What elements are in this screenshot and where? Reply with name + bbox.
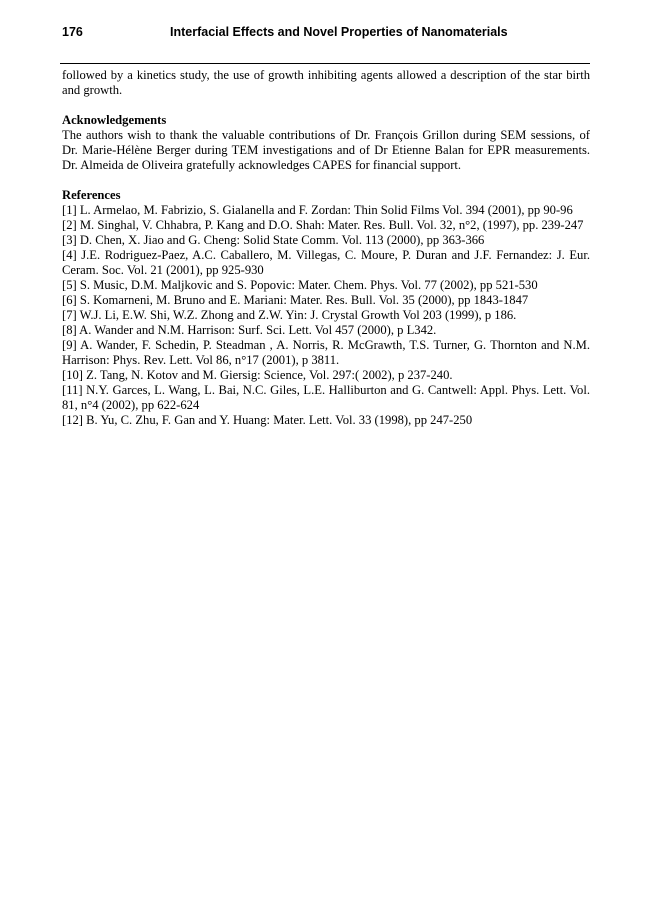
reference-item: [5] S. Music, D.M. Maljkovic and S. Popovic: Mater. Chem. Phys. Vol. 77 (2002), pp 521-530 <box>62 278 538 292</box>
reference-item: [10] Z. Tang, N. Kotov and M. Giersig: Science, Vol. 297:( 2002), p 237-240. <box>62 368 453 382</box>
page-number: 176 <box>62 25 83 39</box>
reference-item: [7] W.J. Li, E.W. Shi, W.Z. Zhong and Z.W. Yin: J. Crystal Growth Vol 203 (1999), p 186. <box>62 308 517 322</box>
reference-item: [11] N.Y. Garces, L. Wang, L. Bai, N.C. Giles, L.E. Halliburton and G. Cantwell: Appl. Phys. Lett. Vol. 81, n°4 (2002), pp 622-624 <box>62 383 590 412</box>
intro-paragraph: followed by a kinetics study, the use of growth inhibiting agents allowed a description of the star birth and growth. <box>62 68 590 97</box>
reference-item: [12] B. Yu, C. Zhu, F. Gan and Y. Huang: Mater. Lett. Vol. 33 (1998), pp 247-250 <box>62 413 473 427</box>
page-body <box>62 68 590 428</box>
reference-item: [9] A. Wander, F. Schedin, P. Steadman , A. Norris, R. McGrawth, T.S. Turner, G. Thornton and N.M. Harrison: Phys. Rev. Lett. Vol 86, n°17 (2001), p 3811. <box>62 338 590 367</box>
reference-item: [1] L. Armelao, M. Fabrizio, S. Gialanella and F. Zordan: Thin Solid Films Vol. 394 (2001), pp 90-96 <box>62 203 573 217</box>
header-rule <box>60 63 590 64</box>
acknowledgements-heading: Acknowledgements <box>62 113 167 127</box>
reference-item: [8] A. Wander and N.M. Harrison: Surf. Sci. Lett. Vol 457 (2000), p L342. <box>62 323 437 337</box>
reference-list <box>62 203 590 428</box>
reference-item: [2] M. Singhal, V. Chhabra, P. Kang and D.O. Shah: Mater. Res. Bull. Vol. 32, n°2, (1997), pp. 239-247 <box>62 218 584 232</box>
page-header <box>62 22 590 42</box>
references-heading: References <box>62 188 121 202</box>
reference-item: [4] J.E. Rodriguez-Paez, A.C. Caballero, M. Villegas, C. Moure, P. Duran and J.F. Fernandez: J. Eur. Ceram. Soc. Vol. 21 (2001), pp 925-930 <box>62 248 590 277</box>
running-title: Interfacial Effects and Novel Properties of Nanomaterials <box>170 25 508 39</box>
reference-item: [3] D. Chen, X. Jiao and G. Cheng: Solid State Comm. Vol. 113 (2000), pp 363-366 <box>62 233 485 247</box>
acknowledgements-paragraph: The authors wish to thank the valuable contributions of Dr. François Grillon during SEM sessions, of Dr. Marie-Hélène Berger during TEM investigations and of Dr Etienne Balan for EPR measurements. Dr. Almeida de Oliveira gratefully acknowledges CAPES for financial support. <box>62 128 590 172</box>
reference-item: [6] S. Komarneni, M. Bruno and E. Mariani: Mater. Res. Bull. Vol. 35 (2000), pp 1843-1847 <box>62 293 529 307</box>
